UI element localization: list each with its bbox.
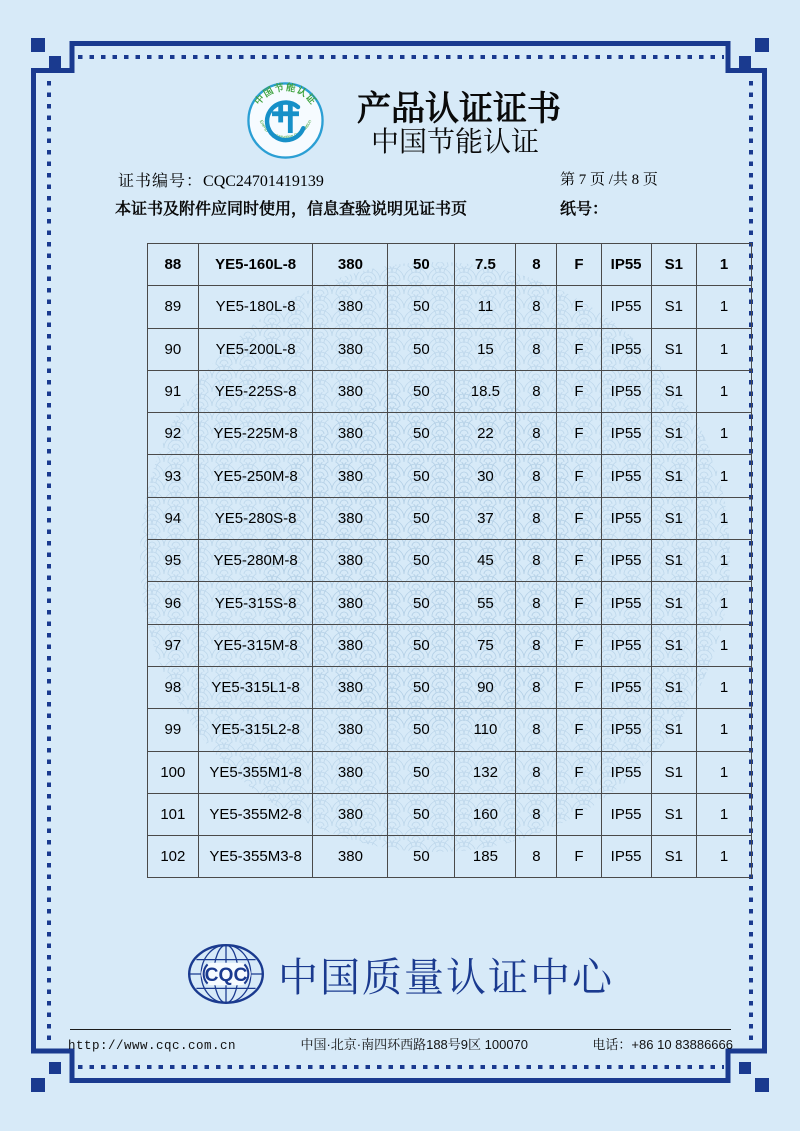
table-cell: 1 <box>696 793 751 835</box>
table-cell: 7.5 <box>455 244 516 286</box>
table-cell: 50 <box>388 666 455 708</box>
table-cell: F <box>557 244 601 286</box>
table-cell: 380 <box>313 413 388 455</box>
certificate-number-label: 证书编号： <box>118 173 204 190</box>
badge-top-text: 中国节能认证 <box>252 82 319 108</box>
table-cell: S1 <box>651 751 696 793</box>
table-cell: YE5-315S-8 <box>198 582 313 624</box>
table-cell: 50 <box>388 497 455 539</box>
table-cell: F <box>557 709 601 751</box>
table-cell: IP55 <box>601 666 651 708</box>
badge-bottom-text: Energy Conservation Certification <box>258 119 313 140</box>
table-cell: 8 <box>516 286 557 328</box>
table-cell: 380 <box>313 793 388 835</box>
table-cell: 50 <box>388 244 455 286</box>
table-cell: YE5-225S-8 <box>198 370 313 412</box>
table-cell: 8 <box>516 455 557 497</box>
table-cell: 50 <box>388 582 455 624</box>
table-row <box>148 286 752 328</box>
table-cell: F <box>557 370 601 412</box>
table-cell: F <box>557 793 601 835</box>
table-cell: 380 <box>313 709 388 751</box>
table-cell: 94 <box>148 497 199 539</box>
table-row <box>148 624 752 666</box>
page-title: 产品认证证书 <box>357 90 561 128</box>
table-row <box>148 455 752 497</box>
table-cell: 97 <box>148 624 199 666</box>
table-cell: 92 <box>148 413 199 455</box>
footer-contact-bar <box>68 1034 733 1053</box>
table-cell: F <box>557 455 601 497</box>
table-cell: 22 <box>455 413 516 455</box>
table-cell: F <box>557 624 601 666</box>
table-cell: F <box>557 751 601 793</box>
website-url: http://www.cqc.com.cn <box>68 1039 237 1053</box>
certificate-number-value: CQC24701419139 <box>203 173 324 190</box>
table-cell: IP55 <box>601 582 651 624</box>
table-cell: 50 <box>388 370 455 412</box>
table-cell: F <box>557 497 601 539</box>
table-row <box>148 582 752 624</box>
table-cell: YE5-355M1-8 <box>198 751 313 793</box>
table-cell: YE5-225M-8 <box>198 413 313 455</box>
table-cell: S1 <box>651 836 696 878</box>
table-cell: 380 <box>313 286 388 328</box>
table-cell: 75 <box>455 624 516 666</box>
table-cell: 101 <box>148 793 199 835</box>
table-cell: S1 <box>651 244 696 286</box>
table-cell: IP55 <box>601 624 651 666</box>
table-cell: 89 <box>148 286 199 328</box>
table-cell: YE5-315M-8 <box>198 624 313 666</box>
cqc-logo-icon <box>186 941 266 1007</box>
table-cell: 1 <box>696 286 751 328</box>
table-cell: 93 <box>148 455 199 497</box>
table-cell: 8 <box>516 836 557 878</box>
table-cell: IP55 <box>601 751 651 793</box>
table-row <box>148 836 752 878</box>
table-cell: S1 <box>651 370 696 412</box>
table-cell: 18.5 <box>455 370 516 412</box>
issuer-phone: 电话：+86 10 83886666 <box>592 1037 733 1052</box>
table-cell: S1 <box>651 666 696 708</box>
table-cell: IP55 <box>601 455 651 497</box>
table-cell: 1 <box>696 497 751 539</box>
table-cell: F <box>557 666 601 708</box>
table-cell: 96 <box>148 582 199 624</box>
footer-divider <box>70 1029 731 1030</box>
table-cell: IP55 <box>601 244 651 286</box>
table-cell: YE5-280S-8 <box>198 497 313 539</box>
table-row <box>148 244 752 286</box>
table-cell: S1 <box>651 709 696 751</box>
table-cell: 95 <box>148 540 199 582</box>
table-row <box>148 413 752 455</box>
table-cell: IP55 <box>601 540 651 582</box>
table-cell: S1 <box>651 793 696 835</box>
table-cell: 8 <box>516 624 557 666</box>
table-cell: 50 <box>388 836 455 878</box>
table-cell: 1 <box>696 328 751 370</box>
table-cell: 99 <box>148 709 199 751</box>
table-cell: 110 <box>455 709 516 751</box>
table-cell: 8 <box>516 582 557 624</box>
table-cell: 15 <box>455 328 516 370</box>
table-row <box>148 497 752 539</box>
table-cell: 50 <box>388 751 455 793</box>
table-cell: 1 <box>696 582 751 624</box>
table-cell: IP55 <box>601 413 651 455</box>
table-cell: 380 <box>313 244 388 286</box>
table-row <box>148 328 752 370</box>
table-cell: F <box>557 540 601 582</box>
table-cell: 50 <box>388 413 455 455</box>
table-cell: YE5-200L-8 <box>198 328 313 370</box>
table-cell: S1 <box>651 286 696 328</box>
table-cell: 50 <box>388 709 455 751</box>
table-cell: 8 <box>516 413 557 455</box>
table-cell: IP55 <box>601 836 651 878</box>
table-cell: IP55 <box>601 497 651 539</box>
table-cell: 1 <box>696 751 751 793</box>
table-cell: YE5-160L-8 <box>198 244 313 286</box>
table-cell: YE5-355M3-8 <box>198 836 313 878</box>
issuer-block <box>0 941 800 1007</box>
table-row <box>148 709 752 751</box>
table-cell: 98 <box>148 666 199 708</box>
table-cell: IP55 <box>601 286 651 328</box>
table-cell: 1 <box>696 836 751 878</box>
table-cell: S1 <box>651 497 696 539</box>
table-cell: 8 <box>516 666 557 708</box>
table-cell: 1 <box>696 709 751 751</box>
table-cell: S1 <box>651 328 696 370</box>
table-cell: 11 <box>455 286 516 328</box>
table-cell: 1 <box>696 540 751 582</box>
table-cell: IP55 <box>601 328 651 370</box>
table-cell: 102 <box>148 836 199 878</box>
issuer-name: 中国质量认证中心 <box>278 955 614 1000</box>
table-cell: 380 <box>313 582 388 624</box>
table-cell: 50 <box>388 328 455 370</box>
table-cell: S1 <box>651 582 696 624</box>
product-table-body <box>148 244 752 878</box>
issuer-address: 中国·北京·南四环西路188号9区 100070 <box>300 1037 529 1052</box>
table-cell: S1 <box>651 540 696 582</box>
table-cell: 30 <box>455 455 516 497</box>
table-cell: IP55 <box>601 709 651 751</box>
table-cell: 8 <box>516 244 557 286</box>
table-cell: 380 <box>313 370 388 412</box>
table-cell: 160 <box>455 793 516 835</box>
table-cell: 380 <box>313 540 388 582</box>
table-cell: YE5-315L2-8 <box>198 709 313 751</box>
table-cell: 90 <box>148 328 199 370</box>
table-cell: 55 <box>455 582 516 624</box>
table-cell: F <box>557 836 601 878</box>
table-cell: 132 <box>455 751 516 793</box>
table-cell: S1 <box>651 455 696 497</box>
paper-number-label: 纸号： <box>560 201 609 218</box>
table-cell: 8 <box>516 540 557 582</box>
table-cell: YE5-280M-8 <box>198 540 313 582</box>
table-cell: 380 <box>313 666 388 708</box>
table-cell: 88 <box>148 244 199 286</box>
table-cell: 8 <box>516 793 557 835</box>
product-table <box>147 243 752 878</box>
table-cell: 1 <box>696 413 751 455</box>
table-cell: 50 <box>388 624 455 666</box>
table-cell: 380 <box>313 751 388 793</box>
table-cell: 45 <box>455 540 516 582</box>
table-cell: YE5-250M-8 <box>198 455 313 497</box>
table-row <box>148 540 752 582</box>
cqc-logo-text: CQC <box>204 965 248 987</box>
table-cell: 8 <box>516 751 557 793</box>
table-cell: F <box>557 328 601 370</box>
table-cell: F <box>557 582 601 624</box>
table-cell: 91 <box>148 370 199 412</box>
table-cell: 8 <box>516 370 557 412</box>
table-cell: 50 <box>388 793 455 835</box>
table-cell: F <box>557 413 601 455</box>
certificate-number-line <box>118 168 324 191</box>
table-cell: YE5-180L-8 <box>198 286 313 328</box>
table-cell: IP55 <box>601 370 651 412</box>
table-cell: 380 <box>313 455 388 497</box>
table-row <box>148 793 752 835</box>
table-cell: 8 <box>516 328 557 370</box>
table-cell: YE5-355M2-8 <box>198 793 313 835</box>
table-cell: F <box>557 286 601 328</box>
table-cell: S1 <box>651 624 696 666</box>
table-cell: YE5-315L1-8 <box>198 666 313 708</box>
table-cell: 50 <box>388 540 455 582</box>
table-cell: 8 <box>516 497 557 539</box>
table-cell: 1 <box>696 244 751 286</box>
page-subtitle: 中国节能认证 <box>370 126 539 157</box>
table-cell: 1 <box>696 455 751 497</box>
table-cell: 37 <box>455 497 516 539</box>
usage-note: 本证书及附件应同时使用，信息查验说明见证书页 <box>115 201 468 218</box>
table-cell: 90 <box>455 666 516 708</box>
table-row <box>148 666 752 708</box>
table-row <box>148 370 752 412</box>
table-row <box>148 751 752 793</box>
table-cell: 380 <box>313 328 388 370</box>
table-cell: 380 <box>313 624 388 666</box>
table-cell: 1 <box>696 666 751 708</box>
table-cell: 1 <box>696 624 751 666</box>
table-cell: 50 <box>388 455 455 497</box>
table-cell: 8 <box>516 709 557 751</box>
table-cell: 185 <box>455 836 516 878</box>
table-cell: 50 <box>388 286 455 328</box>
page-indicator: 第 7 页 /共 8 页 <box>560 172 658 188</box>
table-cell: IP55 <box>601 793 651 835</box>
table-cell: 1 <box>696 370 751 412</box>
table-cell: S1 <box>651 413 696 455</box>
table-cell: 380 <box>313 836 388 878</box>
table-cell: 380 <box>313 497 388 539</box>
table-cell: 100 <box>148 751 199 793</box>
